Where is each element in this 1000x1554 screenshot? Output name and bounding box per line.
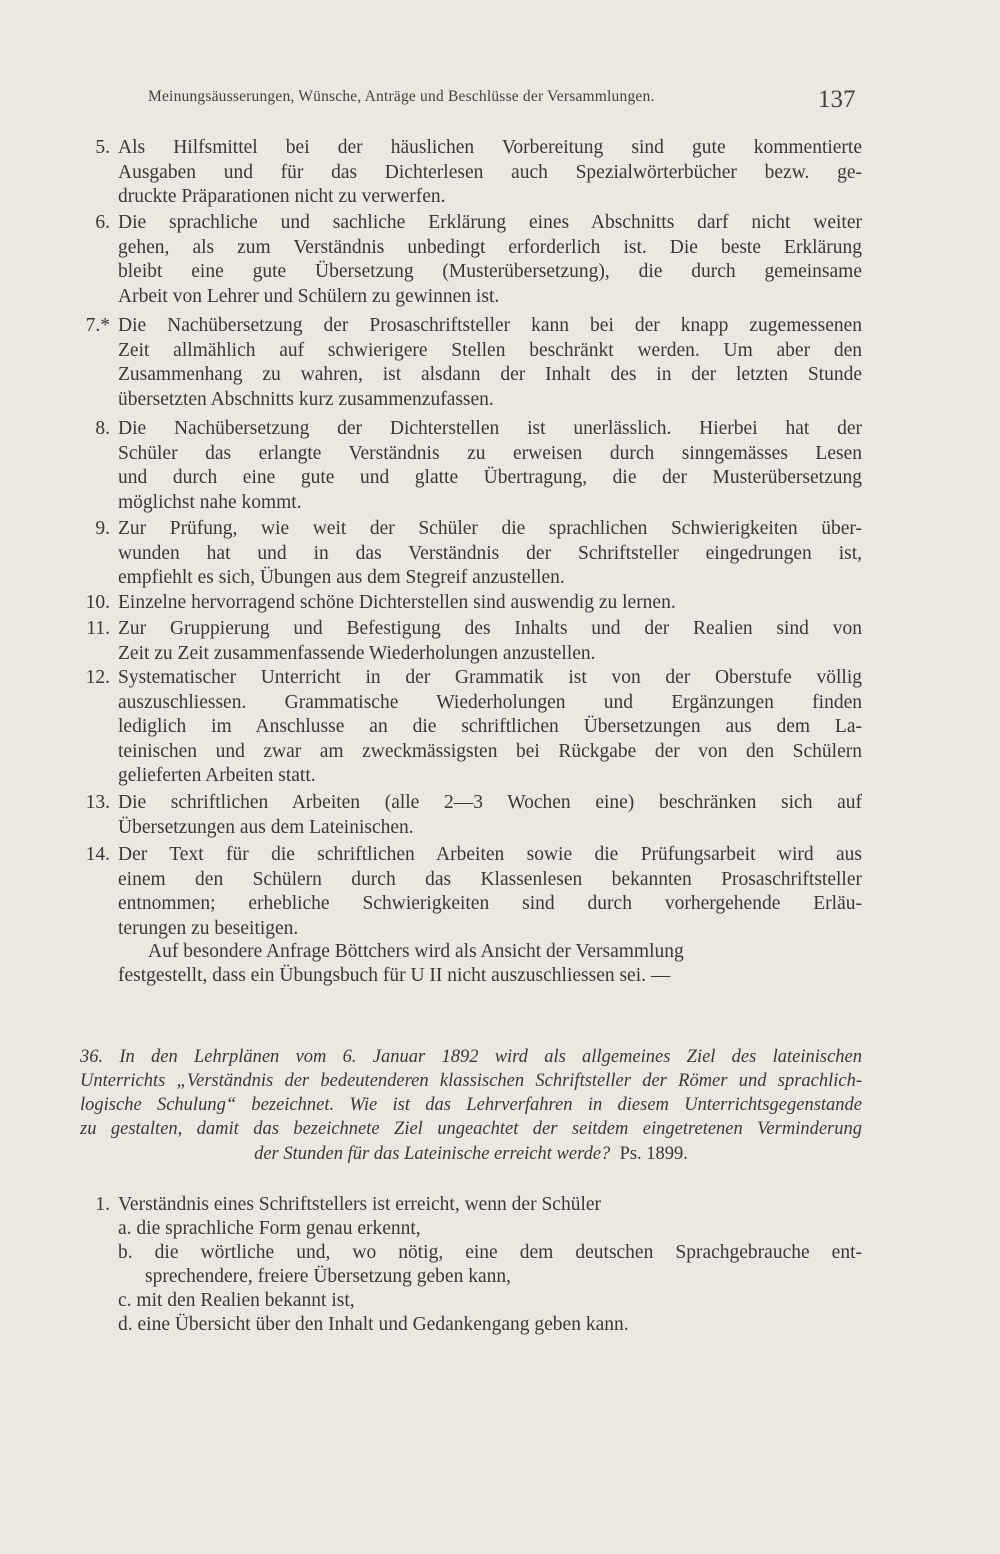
- item-text-line: einem den Schülern durch das Klassenlesen bekannten Prosaschriftsteller: [118, 868, 862, 890]
- item-text-line: Zur Prüfung, wie weit der Schüler die sprachlichen Schwierigkeiten über-: [118, 518, 862, 539]
- item-text-line: möglichst nahe kommt.: [118, 491, 302, 513]
- question-last-text: der Stunden für das Lateinische erreicht werde?: [254, 1144, 611, 1164]
- item-text-line: Die Nachübersetzung der Prosaschriftsteller kann bei der knapp zugemessenen: [118, 315, 862, 336]
- question-source: Ps. 1899.: [619, 1144, 688, 1164]
- question-line-2: Unterrichts „Verständnis der bedeutenderen klassischen Schriftsteller der Römer und sprachlich-: [80, 1071, 862, 1091]
- item-number: 12.: [85, 667, 110, 688]
- item-text-line: Ausgaben und für das Dichterlesen auch Spezialwörterbücher bezw. ge-: [118, 161, 862, 183]
- item-number: 13.: [85, 792, 110, 813]
- item-number: 11.: [86, 618, 110, 639]
- item-text-line: empfiehlt es sich, Übungen aus dem Stegreif anzustellen.: [118, 567, 565, 588]
- item-text-line: Zeit zu Zeit zusammenfassende Wiederholungen anzustellen.: [118, 642, 596, 664]
- item-text-line: Schüler das erlangte Verständnis zu erweisen durch sinngemässes Lesen: [118, 442, 862, 464]
- resolution-line-2: festgestellt, dass ein Übungsbuch für U II nicht auszuschliessen sei. —: [118, 965, 671, 986]
- item-text-line: Zeit allmählich auf schwierigere Stellen beschränkt werden. Um aber den: [118, 339, 862, 361]
- item-number: 9.: [95, 518, 110, 539]
- item-text-line: Die sprachliche und sachliche Erklärung eines Abschnitts darf nicht weiter: [118, 212, 862, 233]
- answer-number: 1.: [95, 1194, 110, 1215]
- item-text-line: teinischen und zwar am zweckmässigsten bei Rückgabe der von den Schülern: [118, 740, 862, 762]
- item-text-line: und durch eine gute und glatte Übertragung, die der Musterübersetzung: [118, 467, 862, 488]
- question-line-4: zu gestalten, damit das bezeichnete Ziel ungeachtet der seitdem eingetretenen Verminderung: [80, 1119, 862, 1139]
- page-number: 137: [818, 86, 856, 113]
- answer-item-b-cont: sprechendere, freiere Übersetzung geben kann,: [145, 1266, 511, 1287]
- item-text-line: Als Hilfsmittel bei der häuslichen Vorbereitung sind gute kommentierte: [118, 137, 862, 158]
- item-text-line: Arbeit von Lehrer und Schülern zu gewinnen ist.: [118, 285, 500, 307]
- item-text-line: auszuschliessen. Grammatische Wiederholungen und Ergänzungen finden: [118, 691, 862, 713]
- question-line-1: 36. In den Lehrplänen vom 6. Januar 1892 wird als allgemeines Ziel des lateinischen: [80, 1047, 862, 1067]
- answer-intro: Verständnis eines Schriftstellers ist erreicht, wenn der Schüler: [118, 1194, 602, 1215]
- item-text-line: entnommen; erhebliche Schwierigkeiten sind durch vorhergehende Erläu-: [118, 893, 862, 914]
- item-text-line: lediglich im Anschlusse an die schriftlichen Übersetzungen aus dem La-: [118, 716, 862, 737]
- item-text-line: übersetzten Abschnitts kurz zusammenzufassen.: [118, 388, 494, 410]
- item-text-line: gehen, als zum Verständnis unbedingt erforderlich ist. Die beste Erklärung: [118, 236, 862, 258]
- resolution-line-1: Auf besondere Anfrage Böttchers wird als Ansicht der Versammlung: [148, 941, 684, 962]
- item-text-line: Zur Gruppierung und Befestigung des Inhalts und der Realien sind von: [118, 618, 862, 639]
- item-text-line: Zusammenhang zu wahren, ist alsdann der Inhalt des in der letzten Stunde: [118, 364, 862, 385]
- answer-item-c: c. mit den Realien bekannt ist,: [118, 1290, 355, 1311]
- question-last-line: [80, 1143, 862, 1166]
- item-text-line: gelieferten Arbeiten statt.: [118, 765, 316, 786]
- item-text-line: Der Text für die schriftlichen Arbeiten sowie die Prüfungsarbeit wird aus: [118, 844, 862, 865]
- answer-item-d: d. eine Übersicht über den Inhalt und Gedankengang geben kann.: [118, 1314, 629, 1335]
- item-text-line: Übersetzungen aus dem Lateinischen.: [118, 816, 414, 838]
- item-text-line: terungen zu beseitigen.: [118, 917, 299, 939]
- answer-item-b: b. die wörtliche und, wo nötig, eine dem deutschen Sprachgebrauche ent-: [118, 1242, 862, 1263]
- item-number: 10.: [85, 592, 110, 613]
- running-title: Meinungsäusserungen, Wünsche, Anträge und Beschlüsse der Versammlungen.: [148, 88, 655, 105]
- item-number: 14.: [85, 844, 110, 865]
- item-number: 7.*: [85, 315, 110, 336]
- item-text-line: Systematischer Unterricht in der Grammatik ist von der Oberstufe völlig: [118, 667, 862, 688]
- item-number: 8.: [95, 418, 110, 439]
- item-text-line: bleibt eine gute Übersetzung (Musterübersetzung), die durch gemeinsame: [118, 261, 862, 282]
- item-number: 5.: [95, 137, 110, 158]
- question-line-3: logische Schulung“ bezeichnet. Wie ist das Lehrverfahren in diesem Unterrichtsgegenstande: [80, 1095, 862, 1115]
- item-text-line: Einzelne hervorragend schöne Dichterstellen sind auswendig zu lernen.: [118, 592, 676, 613]
- item-text-line: druckte Präparationen nicht zu verwerfen.: [118, 186, 446, 207]
- answer-item-a: a. die sprachliche Form genau erkennt,: [118, 1218, 421, 1239]
- item-text-line: Die schriftlichen Arbeiten (alle 2—3 Wochen eine) beschränken sich auf: [118, 792, 862, 813]
- item-text-line: wunden hat und in das Verständnis der Schriftsteller eingedrungen ist,: [118, 542, 862, 564]
- item-number: 6.: [95, 212, 110, 233]
- item-text-line: Die Nachübersetzung der Dichterstellen ist unerlässlich. Hierbei hat der: [118, 418, 862, 439]
